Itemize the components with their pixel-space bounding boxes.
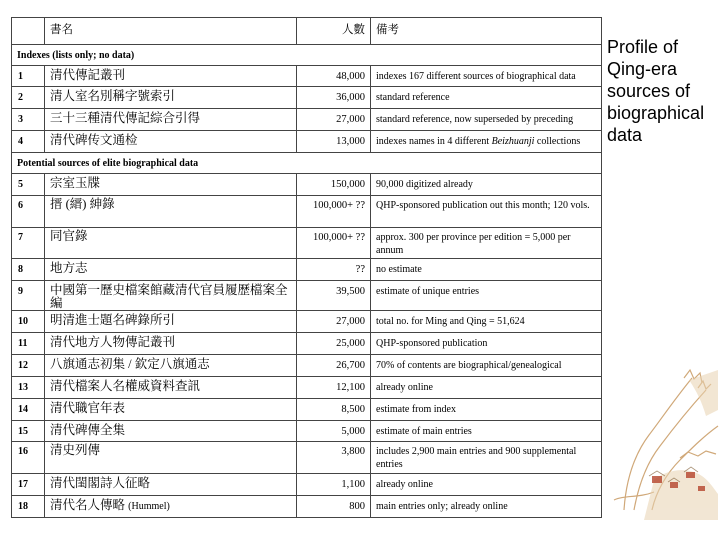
row-count: 3,800	[297, 442, 371, 474]
row-num: 13	[12, 377, 45, 399]
row-notes: 90,000 digitized already	[371, 174, 602, 196]
row-num: 8	[12, 259, 45, 281]
table-row	[12, 474, 602, 496]
row-notes: 70% of contents are biographical/genealogical	[371, 355, 602, 377]
table-row	[12, 87, 602, 109]
row-count: 1,100	[297, 474, 371, 496]
table-row	[12, 355, 602, 377]
row-num: 7	[12, 228, 45, 259]
row-count: 27,000	[297, 311, 371, 333]
table-row	[12, 131, 602, 153]
row-notes: estimate of unique entries	[371, 281, 602, 311]
table-row	[12, 377, 602, 399]
row-notes: standard reference	[371, 87, 602, 109]
table-row	[12, 228, 602, 259]
row-count: 39,500	[297, 281, 371, 311]
row-notes: indexes 167 different sources of biographical data	[371, 66, 602, 87]
row-notes: standard reference, now superseded by preceding	[371, 109, 602, 131]
row-title: 清代職官年表	[45, 399, 297, 421]
row-num: 5	[12, 174, 45, 196]
table-row	[12, 496, 602, 518]
section-row-indexes	[12, 45, 602, 66]
row-title: 明清進士題名碑錄所引	[45, 311, 297, 333]
row-notes: QHP-sponsored publication	[371, 333, 602, 355]
row-title: 清代地方人物傳記叢刊	[45, 333, 297, 355]
row-num: 16	[12, 442, 45, 474]
section-label: Indexes (lists only; no data)	[12, 45, 602, 66]
row-num: 15	[12, 421, 45, 442]
table-row	[12, 259, 602, 281]
row-title-note: (Hummel)	[128, 501, 170, 512]
row-count: 100,000+ ??	[297, 196, 371, 228]
table-row	[12, 66, 602, 87]
row-title: 清人室名別稱字號索引	[45, 87, 297, 109]
row-num: 2	[12, 87, 45, 109]
row-num: 10	[12, 311, 45, 333]
table-row	[12, 399, 602, 421]
row-num: 4	[12, 131, 45, 153]
row-title: 宗室玉牒	[45, 174, 297, 196]
row-notes: approx. 300 per province per edition = 5,000 per annum	[371, 228, 602, 259]
table-row	[12, 281, 602, 311]
row-notes: already online	[371, 377, 602, 399]
table-row	[12, 333, 602, 355]
notes-text: collections	[534, 136, 581, 147]
row-num: 3	[12, 109, 45, 131]
row-count: ??	[297, 259, 371, 281]
row-count: 150,000	[297, 174, 371, 196]
table-row	[12, 196, 602, 228]
header-notes: 備考	[371, 18, 602, 45]
row-count: 12,100	[297, 377, 371, 399]
row-num: 11	[12, 333, 45, 355]
row-count: 5,000	[297, 421, 371, 442]
row-notes: estimate of main entries	[371, 421, 602, 442]
section-row-potential-sources	[12, 153, 602, 174]
row-title: 清代碑传文通检	[45, 131, 297, 153]
table-row	[12, 442, 602, 474]
row-count: 800	[297, 496, 371, 518]
row-title	[45, 496, 297, 518]
table-row	[12, 311, 602, 333]
row-title: 八旗通志初集 / 欽定八旗通志	[45, 355, 297, 377]
row-count: 36,000	[297, 87, 371, 109]
row-notes: estimate from index	[371, 399, 602, 421]
row-notes: includes 2,900 main entries and 900 supplemental entries	[371, 442, 602, 474]
row-title: 清代檔案人名權威資料查訊	[45, 377, 297, 399]
notes-text: indexes names in 4 different	[376, 136, 492, 147]
slide-title: Profile of Qing-era sources of biographical data	[607, 37, 705, 145]
header-title: 書名	[45, 18, 297, 45]
row-num: 14	[12, 399, 45, 421]
notes-emphasis: Beizhuanji	[491, 136, 535, 147]
row-num: 9	[12, 281, 45, 311]
table-row	[12, 109, 602, 131]
row-title: 清代碑傳全集	[45, 421, 297, 442]
row-count: 13,000	[297, 131, 371, 153]
decorative-landscape-illustration	[594, 360, 720, 520]
row-count: 100,000+ ??	[297, 228, 371, 259]
row-count: 26,700	[297, 355, 371, 377]
row-num: 12	[12, 355, 45, 377]
row-num: 1	[12, 66, 45, 87]
row-title: 搢 (縉) 紳錄	[45, 196, 297, 228]
row-count: 27,000	[297, 109, 371, 131]
row-count: 48,000	[297, 66, 371, 87]
header-num	[12, 18, 45, 45]
row-title: 地方志	[45, 259, 297, 281]
row-count: 25,000	[297, 333, 371, 355]
row-title: 清代閨閣詩人征略	[45, 474, 297, 496]
row-title: 中國第一歷史檔案館藏清代官員履歷檔案全編	[45, 281, 297, 311]
row-notes: main entries only; already online	[371, 496, 602, 518]
section-label: Potential sources of elite biographical data	[12, 153, 602, 174]
row-title: 三十三種清代傳記綜合引得	[45, 109, 297, 131]
row-title: 清史列傳	[45, 442, 297, 474]
row-title: 同官錄	[45, 228, 297, 259]
row-notes: no estimate	[371, 259, 602, 281]
sources-table	[11, 17, 602, 518]
row-notes: QHP-sponsored publication out this month; 120 vols.	[371, 196, 602, 228]
row-title: 清代傳記叢刊	[45, 66, 297, 87]
row-notes: already online	[371, 474, 602, 496]
table-header-row	[12, 18, 602, 45]
row-notes: total no. for Ming and Qing = 51,624	[371, 311, 602, 333]
row-title-text: 清代名人傳略	[50, 498, 126, 512]
table-row	[12, 174, 602, 196]
header-count: 人數	[297, 18, 371, 45]
table-row	[12, 421, 602, 442]
row-notes	[371, 131, 602, 153]
row-num: 17	[12, 474, 45, 496]
row-num: 6	[12, 196, 45, 228]
sources-table-container	[11, 17, 601, 518]
row-num: 18	[12, 496, 45, 518]
row-count: 8,500	[297, 399, 371, 421]
